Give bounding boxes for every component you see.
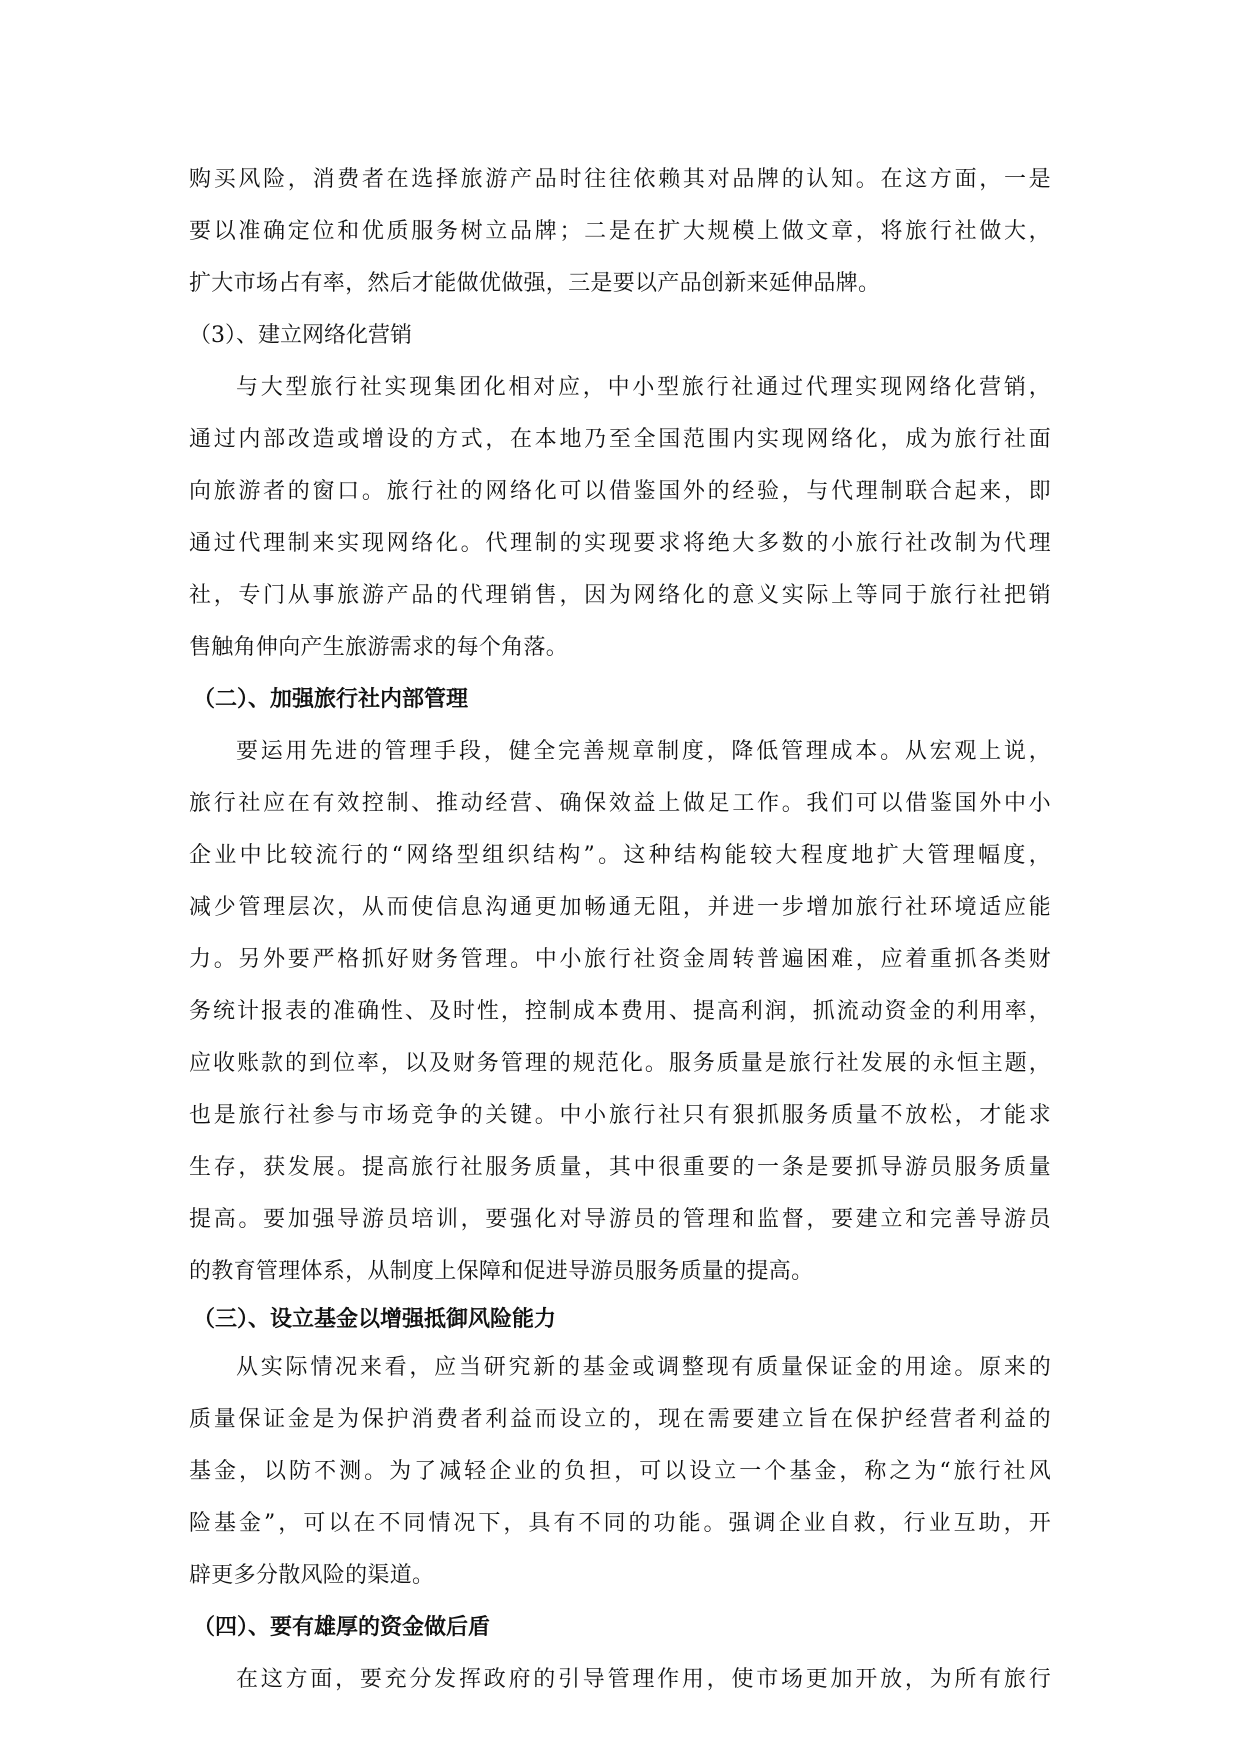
paragraph-line: 要以准确定位和优质服务树立品牌；二是在扩大规模上做文章，将旅行社做大， — [189, 219, 1051, 244]
section-heading-capital-backing: （四）、要有雄厚的资金做后盾 — [193, 1615, 491, 1640]
paragraph-risk-fund — [189, 1342, 1051, 1602]
paragraph-line: 基金，以防不测。为了减轻企业的负担，可以设立一个基金，称之为“旅行社风 — [189, 1459, 1051, 1484]
paragraph-networked-marketing — [189, 362, 1051, 674]
paragraph-internal-management — [189, 726, 1051, 1298]
paragraph-line: 售触角伸向产生旅游需求的每个角落。 — [189, 635, 569, 660]
paragraph-line: 通过内部改造或增设的方式，在本地乃至全国范围内实现网络化，成为旅行社面 — [189, 427, 1051, 452]
paragraph-brand-strategy — [189, 154, 1051, 310]
paragraph-line: 购买风险，消费者在选择旅游产品时往往依赖其对品牌的认知。在这方面，一是 — [189, 167, 1051, 192]
paragraph-line: 扩大市场占有率，然后才能做优做强，三是要以产品创新来延伸品牌。 — [189, 271, 881, 296]
paragraph-line: 减少管理层次，从而使信息沟通更加畅通无阻，并进一步增加旅行社环境适应能 — [189, 895, 1051, 920]
paragraph-line: 通过代理制来实现网络化。代理制的实现要求将绝大多数的小旅行社改制为代理 — [189, 531, 1051, 556]
paragraph-line: 应收账款的到位率，以及财务管理的规范化。服务质量是旅行社发展的永恒主题， — [189, 1051, 1051, 1076]
paragraph-line: 提高。要加强导游员培训，要强化对导游员的管理和监督，要建立和完善导游员 — [189, 1207, 1051, 1232]
paragraph-line: 辟更多分散风险的渠道。 — [189, 1563, 435, 1588]
paragraph-line: 质量保证金是为保护消费者利益而设立的，现在需要建立旨在保护经营者利益的 — [189, 1407, 1051, 1432]
paragraph-line: 旅行社应在有效控制、推动经营、确保效益上做足工作。我们可以借鉴国外中小 — [189, 791, 1051, 816]
paragraph-line: 从实际情况来看，应当研究新的基金或调整现有质量保证金的用途。原来的 — [236, 1355, 1051, 1380]
paragraph-line: 社，专门从事旅游产品的代理销售，因为网络化的意义实际上等同于旅行社把销 — [189, 583, 1051, 608]
paragraph-line: 力。另外要严格抓好财务管理。中小旅行社资金周转普遍困难，应着重抓各类财 — [189, 947, 1051, 972]
section-heading-internal-management: （二）、加强旅行社内部管理 — [193, 687, 469, 712]
paragraph-line: 要运用先进的管理手段，健全完善规章制度，降低管理成本。从宏观上说， — [236, 739, 1051, 764]
paragraph-line: 险基金”，可以在不同情况下，具有不同的功能。强调企业自救，行业互助，开 — [189, 1511, 1051, 1536]
section-heading-risk-fund: （三）、设立基金以增强抵御风险能力 — [193, 1307, 557, 1332]
subsection-title-networked-marketing: （3）、建立网络化营销 — [189, 323, 412, 348]
paragraph-line: 的教育管理体系，从制度上保障和促进导游员服务质量的提高。 — [189, 1259, 814, 1284]
paragraph-line: 企业中比较流行的“网络型组织结构”。这种结构能较大程度地扩大管理幅度， — [189, 843, 1051, 868]
paragraph-capital-backing — [189, 1654, 1051, 1706]
paragraph-line: 向旅游者的窗口。旅行社的网络化可以借鉴国外的经验，与代理制联合起来，即 — [189, 479, 1051, 504]
paragraph-line: 务统计报表的准确性、及时性，控制成本费用、提高利润，抓流动资金的利用率， — [189, 999, 1051, 1024]
paragraph-line: 也是旅行社参与市场竞争的关键。中小旅行社只有狠抓服务质量不放松，才能求 — [189, 1103, 1051, 1128]
paragraph-line: 在这方面，要充分发挥政府的引导管理作用，使市场更加开放，为所有旅行 — [236, 1667, 1051, 1692]
paragraph-line: 生存，获发展。提高旅行社服务质量，其中很重要的一条是要抓导游员服务质量 — [189, 1155, 1051, 1180]
paragraph-line: 与大型旅行社实现集团化相对应，中小型旅行社通过代理实现网络化营销， — [236, 375, 1051, 400]
document-body — [189, 154, 1051, 1706]
